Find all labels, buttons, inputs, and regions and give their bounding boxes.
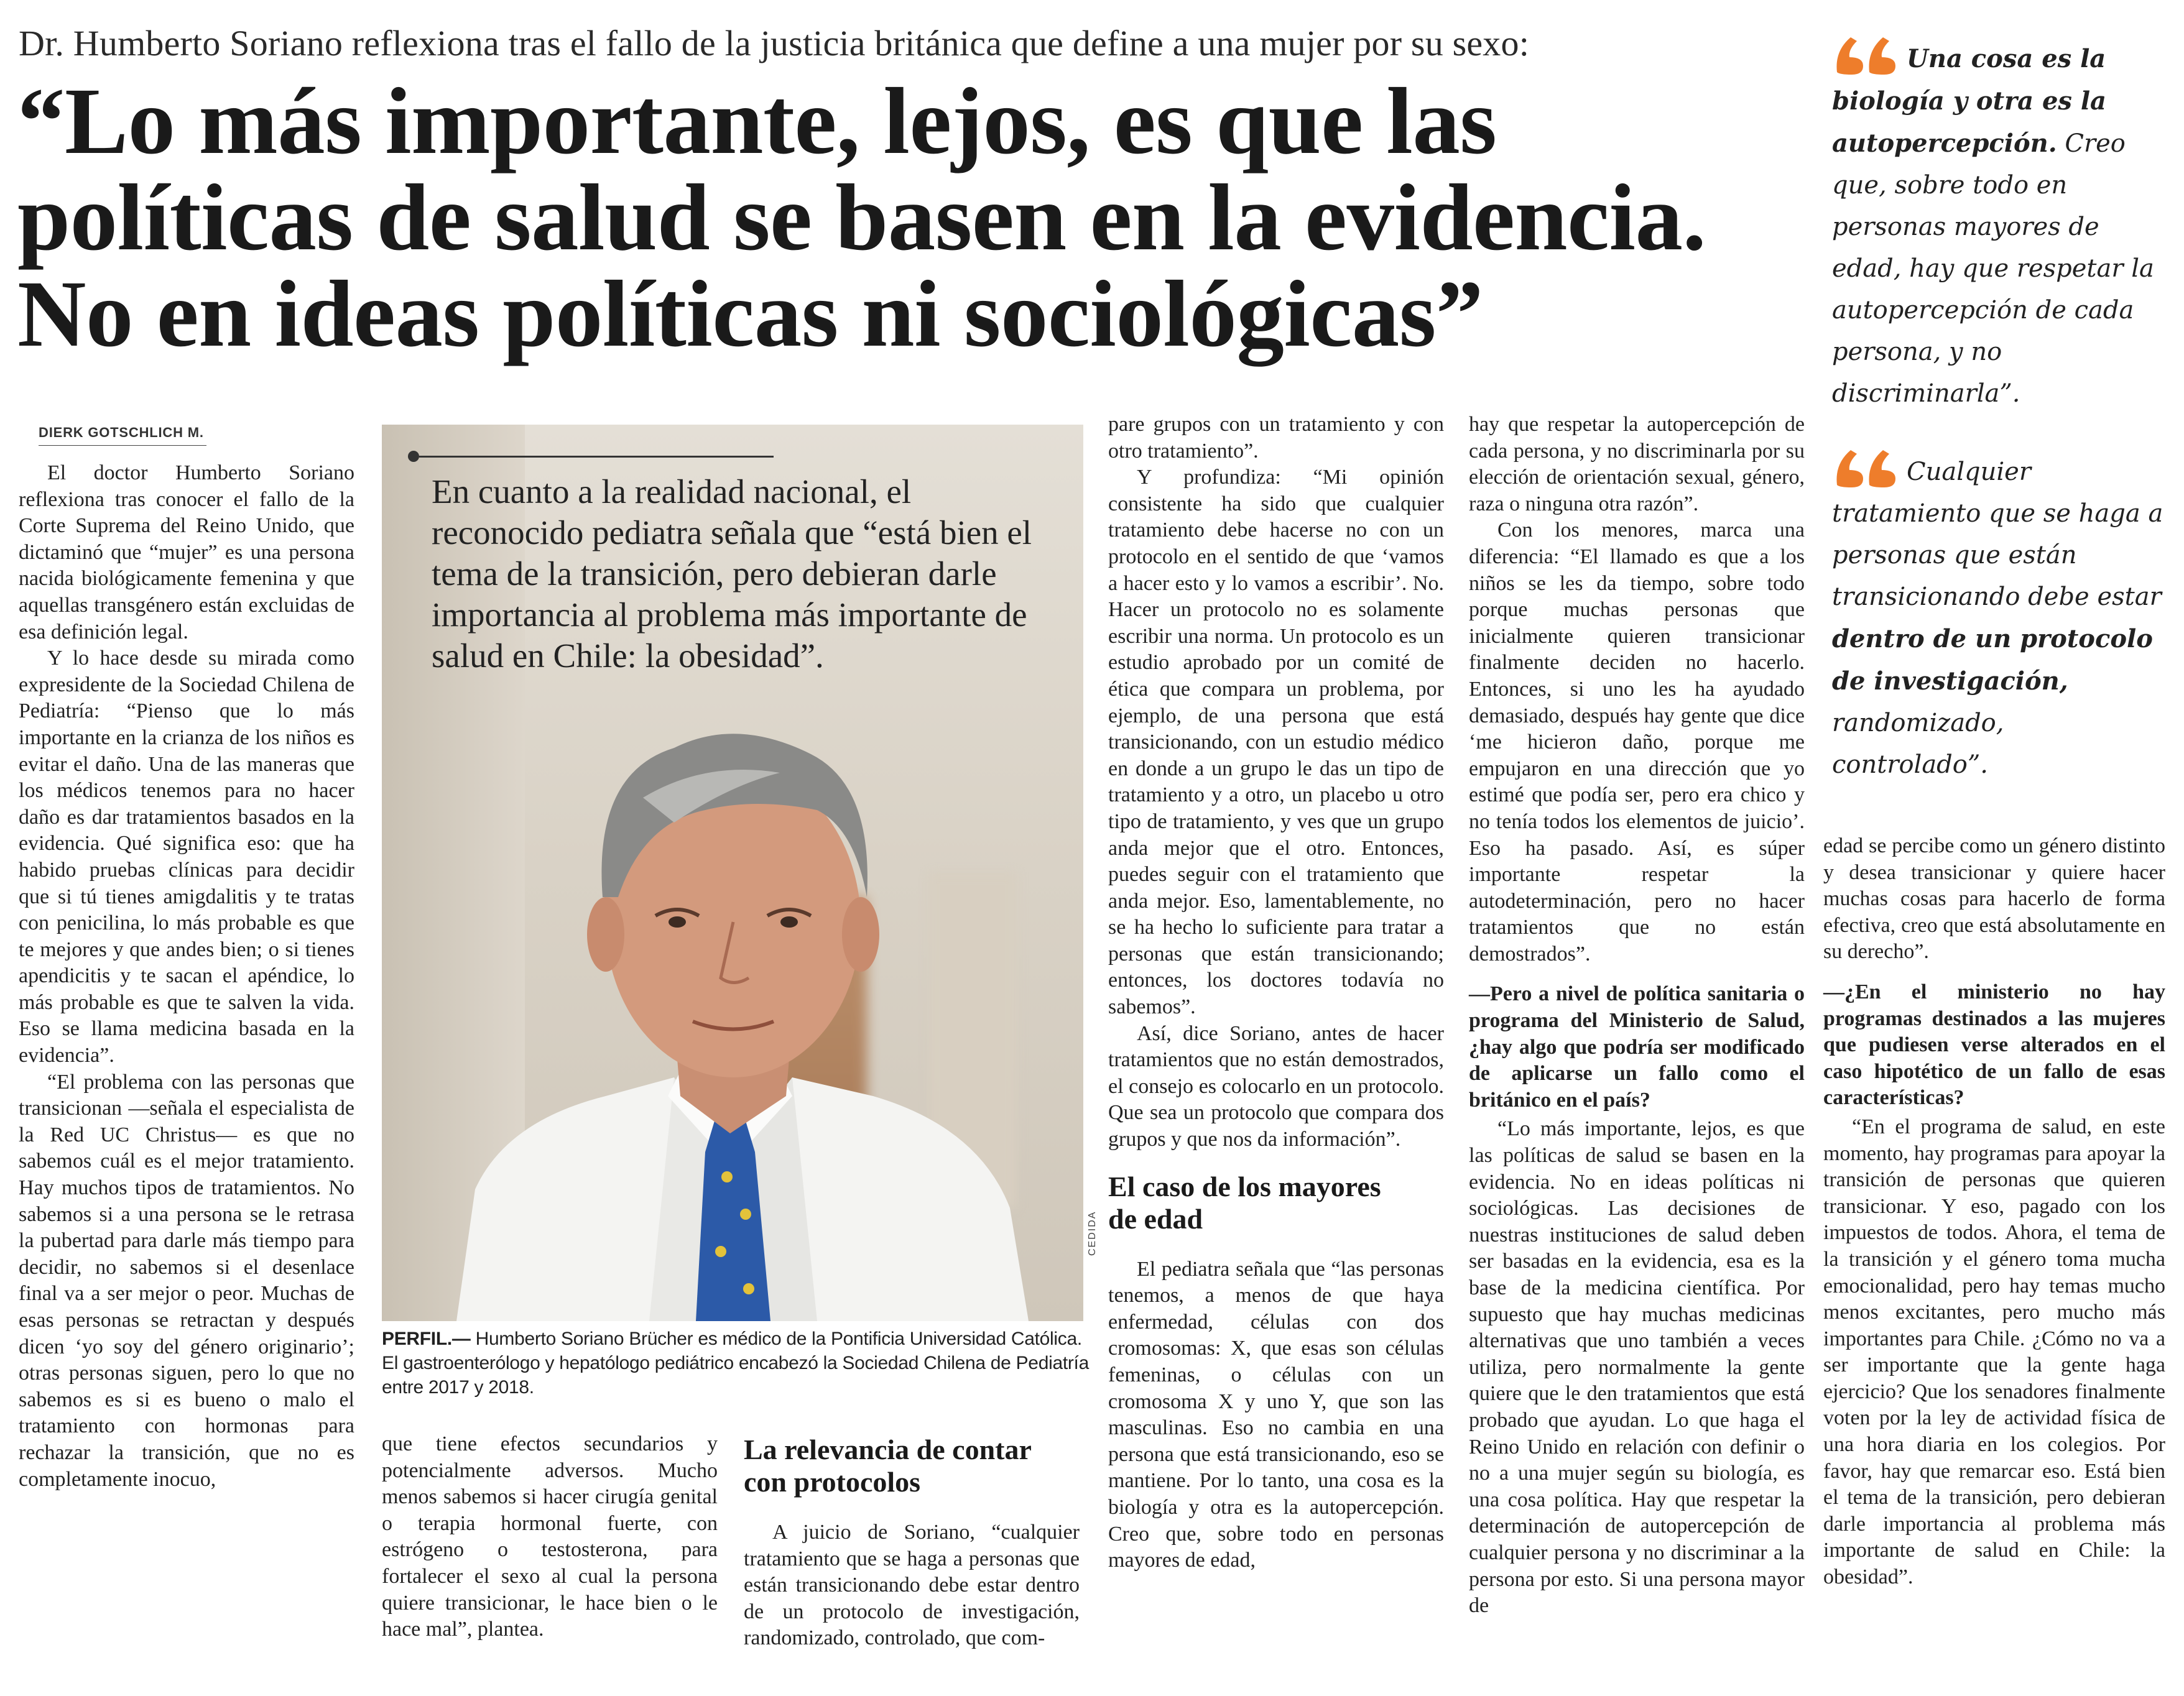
pullquote: En cuanto a la realidad nacional, el reconocido pediatra señala que “está bien el tema de la transición, pero debieran darle importancia al problema más importante de salud en Chile: la obesidad”. <box>432 472 1032 675</box>
col4-paragraph-3: Así, dice Soriano, antes de hacer tratamientos que no están demostrados, el consejo es colocarlo en un protocolo. Que sea un protocolo que compara dos grupos y que nos da información”. <box>1108 1021 1444 1151</box>
col4-paragraph-1: pare grupos con un tratamiento y con otro tratamiento”. <box>1108 413 1444 463</box>
photo-credit: CEDIDA <box>1087 1210 1098 1256</box>
byline: DIERK GOTSCHLICH M. <box>39 425 204 440</box>
photo-caption <box>382 1327 1091 1399</box>
side-quote-2-text-b: randomizado, controlado”. <box>1832 709 2004 779</box>
subhead-mayores: El caso de los mayores de edad <box>1108 1170 1381 1235</box>
col2-paragraph: que tiene efectos secundarios y potencialmente adversos. Mucho menos sabemos si hacer cirugía genital o terapia hormonal fuerte, con estrógeno o testosterona, para fortalecer el sexo al cual la persona quiere transicionar, le hace bien o le hace mal”, plantea. <box>382 1432 718 1641</box>
headline-line-3: No en ideas políticas ni sociológicas” <box>17 262 1483 367</box>
side-quote-1 <box>1832 32 2168 415</box>
interview-question-1: —Pero a nivel de política sanitaria o programa del Ministerio de Salud, ¿hay algo que podría ser modificado de aplicarse un fallo como el británico en el país? <box>1469 982 1805 1112</box>
col1-paragraph-2: Y lo hace desde su mirada como expresidente de la Sociedad Chilena de Pediatría: “Pienso que lo más importante en la crianza de los niños es evitar el daño. Una de las maneras que los médicos tenemos para no hacer daño es dar tratamientos basados en la evidencia. Qué significa eso: que ha habido pruebas clínicas para decidir que si tú tienes amigdalitis y te tratas con penicilina, lo más probable es que te mejores y que andes bien; o si tienes apendicitis y te sacan el apéndice, lo más probable es que te salven la vida. Eso se llama medicina basada en la evidencia”. <box>19 647 354 1067</box>
col5-paragraph-1: hay que respetar la autopercepción de cada persona, y no discriminarla por su elección de orientación sexual, género, raza o ninguna otra razón”. <box>1469 413 1805 515</box>
byline-rule <box>39 445 206 446</box>
col6-paragraph-1: edad se percibe como un género distinto y desea transicionar y quiere hacer muchas cosas para hacerlo de forma efectiva, creo que está absolutamente en su derecho”. <box>1823 834 2165 964</box>
headline-line-1: “Lo más importante, lejos, es que las <box>17 69 1497 174</box>
column-3-bottom <box>744 1434 1080 1652</box>
pullquote-bullet <box>408 451 419 462</box>
pullquote-rule <box>419 456 774 458</box>
side-quote-2-text-a: Cualquier tratamiento que se haga a personas que están transicionando debe estar <box>1832 458 2163 611</box>
quote-mark-icon <box>1832 32 1902 76</box>
quote-mark-icon <box>1832 445 1902 489</box>
side-quote-1-bold: Una cosa es la biología y otra es la autopercepción. <box>1832 44 2106 158</box>
col5-answer: “Lo más importante, lejos, es que las políticas de salud se basen en la evidencia. No en ideas políticas ni sociológicas. Las decisiones de nuestras instituciones de salud deben ser basadas en la evidencia, esa es la base de la medicina científica. Por supuesto que hay muchas medicinas alternativas que uno también a veces utiliza, pero normalmente la gente quiere que le den tratamientos que está probado que ayudan. Lo que haga el Reino Unido en relación con definir o no a una mujer según su biología, es una cosa política. Hay que respetar la determinación de autopercepción de cualquier persona y no discriminar a la persona por esto. Si una persona mayor de <box>1469 1117 1805 1618</box>
headline-line-2: políticas de salud se basen en la evidencia. <box>17 165 1706 270</box>
col6-answer: “En el programa de salud, en este momento, hay programas para apoyar la transición de personas que quieren transicionar. Y eso, pagado con los impuestos de todos. Ahora, el tema de la transición y el género toma mucha emocionalidad, pero hay temas mucho menos excitantes, pero mucho más importantes para Chile. ¿Cómo no va a ser importante que la gente haga ejercicio? Que los senadores finalmente voten por la ley de actividad física de una hora diaria en los colegios. Por favor, hay que remarcar eso. Está bien el tema de la transición, pero debieran darle importancia al problema más importante de salud en Chile: la obesidad”. <box>1823 1115 2165 1589</box>
column-2-bottom <box>382 1431 718 1643</box>
interview-question-2: —¿En el ministerio no hay programas destinados a las mujeres que pudiesen verse alterados en el caso hipotético de un fallo de esas características? <box>1823 980 2165 1110</box>
col4-paragraph-2: Y profundiza: “Mi opinión consistente ha sido que cualquier tratamiento debe hacerse no con un protocolo en el sentido de que ‘vamos a hacer esto y lo vamos a escribir’. No. Hacer un protocolo no es solamente escribir una norma. Un protocolo es un estudio aprobado por un comité de ética que compara un problema, por ejemplo, de una persona que está transicionando, con un estudio médico en donde a un grupo le das un tipo de tratamiento y a otro, un placebo u otro tipo de tratamiento, y ves que un grupo anda mejor que el otro. Entonces, puedes seguir con el tratamiento que anda mejor. Eso, lamentablemente, no se ha hecho lo suficiente para tratar a personas que están transicionando; entonces, los doctores todavía no sabemos”. <box>1108 466 1444 1019</box>
column-6 <box>1823 833 2165 1591</box>
subhead-protocolos: La relevancia de contar con protocolos <box>744 1434 1032 1498</box>
side-quote-1-text: Creo que, sobre todo en personas mayores de edad, hay que respetar la autopercepción de cada persona, y no discriminarla”. <box>1832 129 2154 408</box>
caption-text: Humberto Soriano Brücher es médico de la Pontificia Universidad Católica. El gastroenterólogo y hepatólogo pediátrico encabezó la Sociedad Chilena de Pediatría entre 2017 y 2018. <box>382 1329 1089 1398</box>
column-5 <box>1469 412 1805 1620</box>
kicker: Dr. Humberto Soriano reflexiona tras el fallo de la justicia británica que define a una mujer por su sexo: <box>19 23 1530 63</box>
column-1 <box>19 460 354 1493</box>
caption-label: PERFIL.— <box>382 1329 471 1349</box>
col4-paragraph-4: El pediatra señala que “las personas tenemos, a menos de que haya enfermedad, células con dos cromosomas: X, que esas son células femeninas, o células con un cromosoma X y uno Y, que son las masculinas. Eso no cambia en una persona que está transicionando, eso se mantiene. Por lo tanto, una cosa es la biología y otra es la autopercepción. Creo que, sobre todo en personas mayores de edad, <box>1108 1257 1444 1572</box>
col1-paragraph-1: El doctor Humberto Soriano reflexiona tras conocer el fallo de la Corte Suprema del Reino Unido, que dictaminó que “mujer” es una persona nacida biológicamente femenina y que aquellas transgénero están excluidas de esa definición legal. <box>19 461 354 643</box>
col1-paragraph-3: “El problema con las personas que transicionan —señala el especialista de la Red UC Christus— es que no sabemos cuál es el mejor tratamiento. Hay muchos tipos de tratamientos. No sabemos si a una persona se le retrasa la pubertad para darle más tiempo para decidir, no sabemos si el desenlace final va a ser mejor o peor. Muchas de esas personas se retractan y después dicen ‘yo soy del género originario’; otras personas siguen, pero lo que no sabemos es si es bueno o malo el tratamiento con hormonas para rechazar la transición, que no es completamente inocuo, <box>19 1070 354 1491</box>
portrait-photo <box>382 425 1083 1321</box>
column-4 <box>1108 412 1444 1574</box>
headline <box>17 69 1821 367</box>
side-quote-2 <box>1832 445 2168 786</box>
side-quote-2-bold: dentro de un protocolo de investigación, <box>1832 624 2153 696</box>
col5-paragraph-2: Con los menores, marca una diferencia: “El llamado es que a los niños se les da tiempo, sobre todo porque muchas personas que inicialmente quieren transicionar finalmente deciden no hacerlo. Entonces, si uno les ha ayudado demasiado, después hay gente que dice ‘me hicieron daño, porque me empujaron en una dirección que yo estimé que podía ser, pero era chico y no tenía todos los elementos de juicio’. Eso ha pasado. Así, es súper importante respetar la autodeterminación, pero no hacer tratamientos que no están demostrados”. <box>1469 518 1805 966</box>
col3-paragraph: A juicio de Soriano, “cualquier tratamiento que se haga a personas que están transicionando debe estar dentro de un protocolo de investigación, randomizado, controlado, que com- <box>744 1521 1080 1650</box>
